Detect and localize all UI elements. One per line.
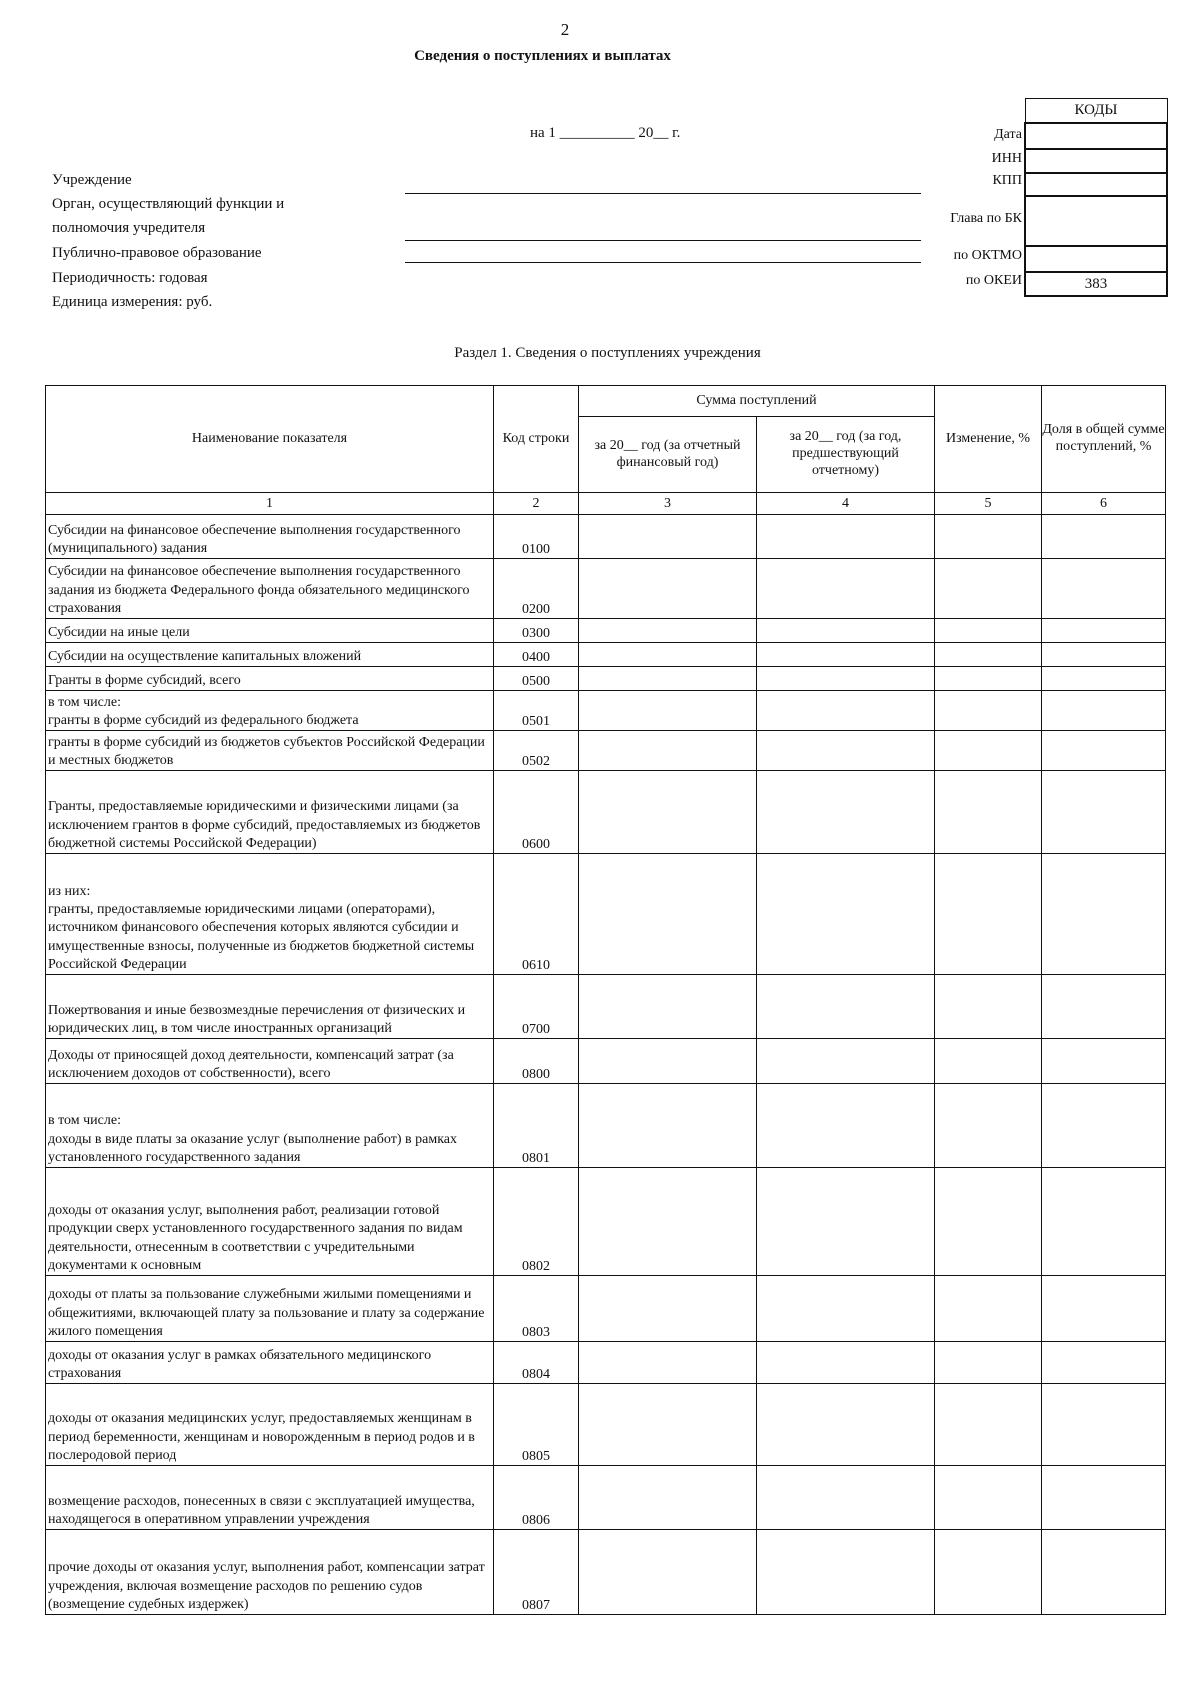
- row-code-cell: 0400: [494, 643, 579, 667]
- indicator-name-cell: [46, 643, 494, 667]
- table-row: [46, 691, 1166, 731]
- row-code-cell: 0502: [494, 731, 579, 771]
- row-code-cell: 0802: [494, 1168, 579, 1276]
- previous-year-value-cell[interactable]: [757, 975, 935, 1039]
- indicator-name-cell: [46, 619, 494, 643]
- codes-box: [1024, 98, 1168, 297]
- change-percent-cell[interactable]: [935, 691, 1042, 731]
- indicator-name-cell: [46, 731, 494, 771]
- indicator-name: доходы от оказания медицинских услуг, предоставляемых женщинам в период беременности, женщинам и новорожденным в период родов и в послеродовой период: [48, 1411, 475, 1463]
- previous-year-value-cell[interactable]: [757, 667, 935, 691]
- indicator-name-cell: [46, 1084, 494, 1168]
- indicator-name: доходы в виде платы за оказание услуг (выполнение работ) в рамках установленного государственного задания: [48, 1131, 458, 1165]
- row-code-cell: 0804: [494, 1342, 579, 1384]
- row-code-cell: 0610: [494, 854, 579, 975]
- reporting-year-value-cell[interactable]: [579, 1466, 757, 1530]
- indicator-name: Пожертвования и иные безвозмездные перечисления от физических и юридических лиц, в том числе иностранных организаций: [48, 1002, 466, 1036]
- founder-label-line2: полномочия учредителя: [52, 220, 206, 236]
- previous-year-value-cell[interactable]: [757, 691, 935, 731]
- periodicity-label: Периодичность: годовая: [52, 270, 208, 286]
- share-percent-cell[interactable]: [1042, 731, 1166, 771]
- table-row: [46, 643, 1166, 667]
- previous-year-value-cell[interactable]: [757, 854, 935, 975]
- table-row: [46, 854, 1166, 975]
- share-percent-cell[interactable]: [1042, 619, 1166, 643]
- table-row: [46, 1530, 1166, 1615]
- previous-year-value-cell[interactable]: [757, 1466, 935, 1530]
- row-code-cell: 0300: [494, 619, 579, 643]
- reporting-year-value-cell[interactable]: [579, 1384, 757, 1466]
- reporting-year-value-cell[interactable]: [579, 1039, 757, 1084]
- reporting-year-value-cell[interactable]: [579, 771, 757, 854]
- row-code-cell: 0806: [494, 1466, 579, 1530]
- institution-label: Учреждение: [52, 172, 132, 188]
- row-code-cell: 0807: [494, 1530, 579, 1615]
- indicator-name-cell: [46, 1466, 494, 1530]
- change-percent-cell[interactable]: [935, 515, 1042, 559]
- change-percent-cell[interactable]: [935, 854, 1042, 975]
- previous-year-value-cell[interactable]: [757, 1084, 935, 1168]
- table-row: [46, 1168, 1166, 1276]
- row-code-cell: 0600: [494, 771, 579, 854]
- table-row: [46, 1342, 1166, 1384]
- document-title: Сведения о поступлениях и выплатах: [414, 48, 671, 64]
- indicator-name: Доходы от приносящей доход деятельности, компенсаций затрат (за исключением доходов от собственности), всего: [48, 1047, 454, 1081]
- share-percent-cell[interactable]: [1042, 643, 1166, 667]
- indicator-name: Субсидии на финансовое обеспечение выполнения государственного (муниципального) задания: [48, 522, 461, 556]
- indicator-name-cell: [46, 1039, 494, 1084]
- indicator-name: гранты в форме субсидий из федерального бюджета: [48, 712, 359, 728]
- share-percent-cell[interactable]: [1042, 691, 1166, 731]
- reporting-year-value-cell[interactable]: [579, 975, 757, 1039]
- reporting-year-value-cell[interactable]: [579, 643, 757, 667]
- indicator-name-cell: [46, 771, 494, 854]
- kpp-code-label: КПП: [992, 173, 1022, 188]
- share-percent-cell[interactable]: [1042, 771, 1166, 854]
- table-row: [46, 1084, 1166, 1168]
- change-percent-cell[interactable]: [935, 559, 1042, 619]
- row-code-cell: 0801: [494, 1084, 579, 1168]
- row-code-cell: 0803: [494, 1276, 579, 1342]
- previous-year-value-cell[interactable]: [757, 643, 935, 667]
- reporting-year-value-cell[interactable]: [579, 619, 757, 643]
- header-reporting-year: за 20__ год (за отчетный финансовый год): [579, 417, 757, 493]
- share-percent-cell[interactable]: [1042, 1168, 1166, 1276]
- reporting-year-value-cell[interactable]: [579, 1084, 757, 1168]
- column-number: 2: [494, 493, 579, 515]
- indicator-name-cell: [46, 691, 494, 731]
- founder-field[interactable]: [405, 240, 921, 241]
- change-percent-cell[interactable]: [935, 1276, 1042, 1342]
- okei-code-cell: 383: [1025, 272, 1167, 296]
- header-indicator-name: Наименование показателя: [46, 386, 494, 493]
- share-percent-cell[interactable]: [1042, 559, 1166, 619]
- row-code-cell: 0800: [494, 1039, 579, 1084]
- report-date-line[interactable]: на 1 __________ 20__ г.: [530, 125, 681, 141]
- previous-year-value-cell[interactable]: [757, 619, 935, 643]
- unit-label: Единица измерения: руб.: [52, 294, 213, 310]
- public-entity-label: Публично-правовое образование: [52, 245, 262, 261]
- share-percent-cell[interactable]: [1042, 975, 1166, 1039]
- change-percent-cell[interactable]: [935, 619, 1042, 643]
- share-percent-cell[interactable]: [1042, 1342, 1166, 1384]
- codes-header: КОДЫ: [1025, 99, 1167, 124]
- table-row: [46, 1384, 1166, 1466]
- change-percent-cell[interactable]: [935, 1530, 1042, 1615]
- column-number: 6: [1042, 493, 1166, 515]
- header-row-code: Код строки: [494, 386, 579, 493]
- share-percent-cell[interactable]: [1042, 1384, 1166, 1466]
- indicator-name: Субсидии на финансовое обеспечение выполнения государственного задания из бюджета Федерального фонда обязательного медицинского страхования: [48, 564, 470, 616]
- indicator-name: гранты в форме субсидий из бюджетов субъектов Российской Федерации и местных бюджетов: [48, 734, 485, 768]
- reporting-year-value-cell[interactable]: [579, 559, 757, 619]
- previous-year-value-cell[interactable]: [757, 1039, 935, 1084]
- column-number: 5: [935, 493, 1042, 515]
- indicator-name: Гранты в форме субсидий, всего: [48, 672, 241, 688]
- row-code-cell: 0500: [494, 667, 579, 691]
- change-percent-cell[interactable]: [935, 771, 1042, 854]
- change-percent-cell[interactable]: [935, 975, 1042, 1039]
- share-percent-cell[interactable]: [1042, 515, 1166, 559]
- column-number: 4: [757, 493, 935, 515]
- inn-code-label: ИНН: [991, 151, 1022, 166]
- table-row: [46, 731, 1166, 771]
- indicator-name: гранты, предоставляемые юридическими лицами (операторами), источником финансового обеспечения которых являются субсидии и имущественные взносы, полученные из бюджетов бюджетной системы Российской Федерации: [48, 902, 475, 972]
- row-code-cell: 0805: [494, 1384, 579, 1466]
- change-percent-cell[interactable]: [935, 1466, 1042, 1530]
- column-number: 1: [46, 493, 494, 515]
- table-row: [46, 975, 1166, 1039]
- section-title: Раздел 1. Сведения о поступлениях учреждения: [454, 345, 761, 361]
- table-body: [46, 515, 1166, 1615]
- indicator-name-cell: [46, 854, 494, 975]
- previous-year-value-cell[interactable]: [757, 1342, 935, 1384]
- header-receipts-sum: Сумма поступлений: [579, 386, 935, 417]
- indicator-name: Гранты, предоставляемые юридическими и физическими лицами (за исключением грантов в форме субсидий, предоставляемых из бюджетов бюджетной системы Российской Федерации): [48, 799, 481, 851]
- row-prefix: в том числе:: [48, 1113, 121, 1129]
- header-change-percent: Изменение, %: [935, 386, 1042, 493]
- indicator-name-cell: [46, 1168, 494, 1276]
- change-percent-cell[interactable]: [935, 1039, 1042, 1084]
- indicator-name: доходы от платы за пользование служебными жилыми помещениями и общежитиями, включающей плату за пользование и плату за содержание жилого помещения: [48, 1287, 485, 1339]
- previous-year-value-cell[interactable]: [757, 1384, 935, 1466]
- previous-year-value-cell[interactable]: [757, 559, 935, 619]
- reporting-year-value-cell[interactable]: [579, 1530, 757, 1615]
- change-percent-cell[interactable]: [935, 1084, 1042, 1168]
- header-previous-year: за 20__ год (за год, предшествующий отчетному): [757, 417, 935, 493]
- change-percent-cell[interactable]: [935, 731, 1042, 771]
- indicator-name-cell: [46, 1530, 494, 1615]
- oktmo-code-cell[interactable]: [1025, 246, 1167, 272]
- table-row: [46, 619, 1166, 643]
- indicator-name: доходы от оказания услуг, выполнения работ, реализации готовой продукции сверх установленного государственного задания по видам деятельности, отнесенным в соответствии с учредительными документами к основным: [48, 1203, 463, 1273]
- okei-label: по ОКЕИ: [965, 273, 1022, 288]
- previous-year-value-cell[interactable]: [757, 515, 935, 559]
- row-prefix: в том числе:: [48, 694, 121, 710]
- row-code-cell: 0700: [494, 975, 579, 1039]
- date-code-cell[interactable]: [1025, 123, 1167, 149]
- indicator-name-cell: [46, 1342, 494, 1384]
- row-code-cell: 0200: [494, 559, 579, 619]
- public-entity-field[interactable]: [405, 262, 921, 263]
- reporting-year-value-cell[interactable]: [579, 1168, 757, 1276]
- table-row: [46, 559, 1166, 619]
- header-share-percent: Доля в общей сумме поступлений, %: [1042, 386, 1166, 493]
- receipts-table: [45, 385, 1166, 1615]
- row-prefix: из них:: [48, 884, 91, 900]
- change-percent-cell[interactable]: [935, 643, 1042, 667]
- table-row: [46, 771, 1166, 854]
- glava-bk-code-cell[interactable]: [1025, 196, 1167, 246]
- share-percent-cell[interactable]: [1042, 1530, 1166, 1615]
- share-percent-cell[interactable]: [1042, 667, 1166, 691]
- share-percent-cell[interactable]: [1042, 1466, 1166, 1530]
- table-row: [46, 667, 1166, 691]
- reporting-year-value-cell[interactable]: [579, 731, 757, 771]
- previous-year-value-cell[interactable]: [757, 1168, 935, 1276]
- change-percent-cell[interactable]: [935, 1342, 1042, 1384]
- row-code-cell: 0100: [494, 515, 579, 559]
- share-percent-cell[interactable]: [1042, 1276, 1166, 1342]
- indicator-name-cell: [46, 1276, 494, 1342]
- table-row: [46, 1039, 1166, 1084]
- reporting-year-value-cell[interactable]: [579, 515, 757, 559]
- date-code-label: Дата: [994, 127, 1022, 142]
- reporting-year-value-cell[interactable]: [579, 667, 757, 691]
- previous-year-value-cell[interactable]: [757, 1276, 935, 1342]
- indicator-name-cell: [46, 667, 494, 691]
- indicator-name: Субсидии на иные цели: [48, 624, 190, 640]
- indicator-name-cell: [46, 975, 494, 1039]
- change-percent-cell[interactable]: [935, 1384, 1042, 1466]
- reporting-year-value-cell[interactable]: [579, 1276, 757, 1342]
- change-percent-cell[interactable]: [935, 1168, 1042, 1276]
- table-row: [46, 1466, 1166, 1530]
- previous-year-value-cell[interactable]: [757, 731, 935, 771]
- indicator-name: возмещение расходов, понесенных в связи с эксплуатацией имущества, находящегося в оперативном управлении учреждения: [48, 1493, 475, 1527]
- indicator-name-cell: [46, 559, 494, 619]
- share-percent-cell[interactable]: [1042, 1039, 1166, 1084]
- reporting-year-value-cell[interactable]: [579, 691, 757, 731]
- institution-field[interactable]: [405, 193, 921, 194]
- indicator-name: прочие доходы от оказания услуг, выполнения работ, компенсации затрат учреждения, включая возмещение расходов по решению судов (возмещение судебных издержек): [48, 1560, 485, 1612]
- glava-bk-label: Глава по БК: [950, 211, 1022, 226]
- table-row: [46, 1276, 1166, 1342]
- indicator-name-cell: [46, 1384, 494, 1466]
- column-number: 3: [579, 493, 757, 515]
- previous-year-value-cell[interactable]: [757, 1530, 935, 1615]
- table-row: [46, 515, 1166, 559]
- share-percent-cell[interactable]: [1042, 1084, 1166, 1168]
- indicator-name: Субсидии на осуществление капитальных вложений: [48, 648, 362, 664]
- change-percent-cell[interactable]: [935, 667, 1042, 691]
- share-percent-cell[interactable]: [1042, 854, 1166, 975]
- founder-label-line1: Орган, осуществляющий функции и: [52, 196, 285, 212]
- oktmo-label: по ОКТМО: [953, 248, 1022, 263]
- reporting-year-value-cell[interactable]: [579, 1342, 757, 1384]
- kpp-code-cell[interactable]: [1025, 173, 1167, 196]
- indicator-name: доходы от оказания услуг в рамках обязательного медицинского страхования: [48, 1347, 432, 1381]
- row-code-cell: 0501: [494, 691, 579, 731]
- inn-code-cell[interactable]: [1025, 149, 1167, 173]
- previous-year-value-cell[interactable]: [757, 771, 935, 854]
- indicator-name-cell: [46, 515, 494, 559]
- page-number: 2: [560, 20, 570, 39]
- reporting-year-value-cell[interactable]: [579, 854, 757, 975]
